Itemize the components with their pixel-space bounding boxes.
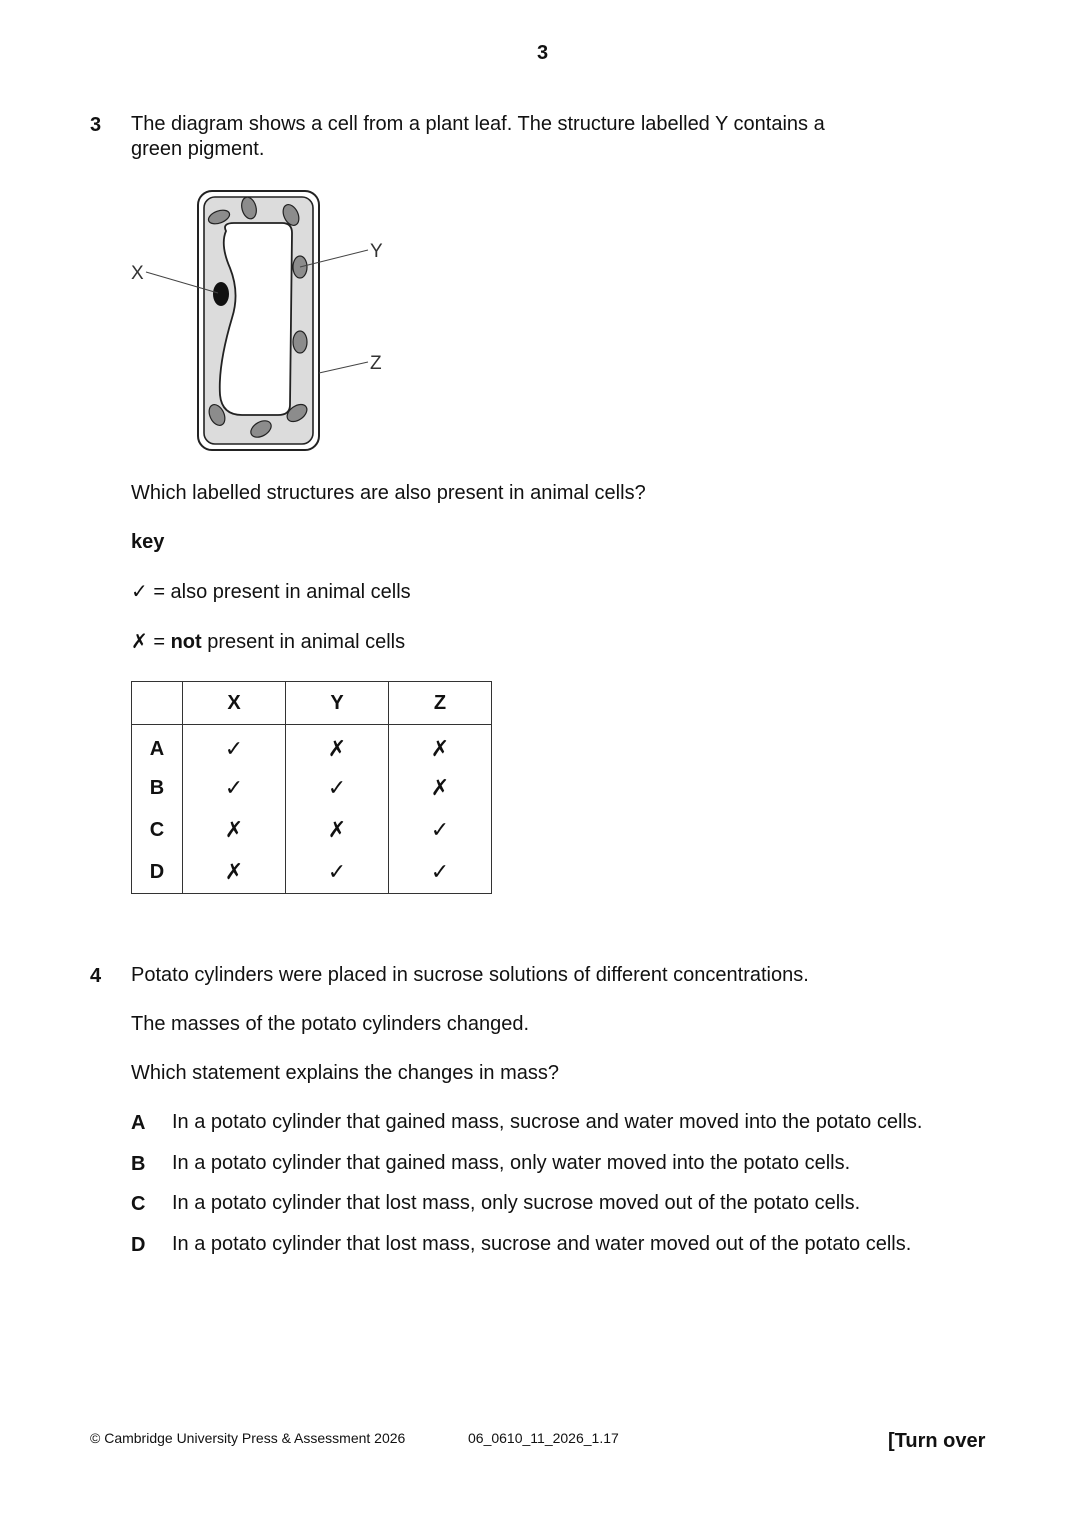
plant-cell-diagram <box>122 183 402 463</box>
table-cell: ✗ <box>286 809 389 851</box>
table-cell: ✓ <box>286 851 389 894</box>
option-text-c: In a potato cylinder that lost mass, only sucrose moved out of the potato cells. <box>172 1192 861 1214</box>
table-row <box>132 851 492 894</box>
table-row <box>132 725 492 768</box>
label-y: Y <box>370 241 383 262</box>
question-4-prompt: Which statement explains the changes in mass? <box>131 1062 559 1084</box>
table-row <box>132 767 492 809</box>
table-cell: ✗ <box>389 767 492 809</box>
row-letter: A <box>132 725 183 768</box>
option-letter-c: C <box>131 1193 146 1215</box>
question-3-intro-line2: green pigment. <box>131 138 265 160</box>
row-letter: D <box>132 851 183 894</box>
table-cell: ✗ <box>389 725 492 768</box>
key-tick-line <box>131 580 411 605</box>
option-letter-a: A <box>131 1112 146 1134</box>
answer-table <box>131 681 492 894</box>
table-cell: ✓ <box>286 767 389 809</box>
table-cell: ✓ <box>389 809 492 851</box>
row-letter: B <box>132 767 183 809</box>
option-text-b: In a potato cylinder that gained mass, only water moved into the potato cells. <box>172 1152 851 1174</box>
table-cell: ✗ <box>286 725 389 768</box>
table-header-cell: X <box>183 682 286 725</box>
key-cross-eq: = <box>147 631 171 653</box>
footer-copyright: © Cambridge University Press & Assessment 2026 <box>90 1430 406 1446</box>
table-header-cell: Z <box>389 682 492 725</box>
option-text-a: In a potato cylinder that gained mass, sucrose and water moved into the potato cells. <box>172 1111 923 1133</box>
table-cell: ✓ <box>183 767 286 809</box>
key-title: key <box>131 531 165 553</box>
key-cross-text: present in animal cells <box>201 631 406 653</box>
option-letter-b: B <box>131 1153 146 1175</box>
nucleus <box>213 282 229 306</box>
table-cell: ✗ <box>183 851 286 894</box>
key-tick-text: = also present in animal cells <box>147 581 411 603</box>
question-3-number: 3 <box>90 114 102 136</box>
page-number: 3 <box>536 42 549 64</box>
question-4-line1: Potato cylinders were placed in sucrose solutions of different concentrations. <box>131 964 809 986</box>
question-4-line2: The masses of the potato cylinders changed. <box>131 1013 530 1035</box>
turn-over-label: [Turn over <box>888 1430 986 1452</box>
table-cell: ✗ <box>183 809 286 851</box>
footer-code: 06_0610_11_2026_1.17 <box>468 1430 619 1446</box>
table-header-row <box>132 682 492 725</box>
tick-icon: ✓ <box>131 581 148 603</box>
question-4-number: 4 <box>90 965 102 987</box>
table-cell: ✓ <box>183 725 286 768</box>
question-3-prompt: Which labelled structures are also present in animal cells? <box>131 482 646 504</box>
label-line-z <box>319 362 368 373</box>
key-cross-not: not <box>170 631 202 653</box>
table-header-cell: Y <box>286 682 389 725</box>
table-row <box>132 809 492 851</box>
table-cell: ✓ <box>389 851 492 894</box>
label-z: Z <box>370 353 382 374</box>
option-letter-d: D <box>131 1234 146 1256</box>
option-text-d: In a potato cylinder that lost mass, sucrose and water moved out of the potato cells. <box>172 1233 912 1255</box>
question-3-intro-line1: The diagram shows a cell from a plant leaf. The structure labelled Y contains a <box>131 113 825 135</box>
cross-icon: ✗ <box>131 631 148 653</box>
label-x: X <box>131 263 144 284</box>
row-letter: C <box>132 809 183 851</box>
table-header-cell <box>132 682 183 725</box>
key-cross-line <box>131 630 405 655</box>
